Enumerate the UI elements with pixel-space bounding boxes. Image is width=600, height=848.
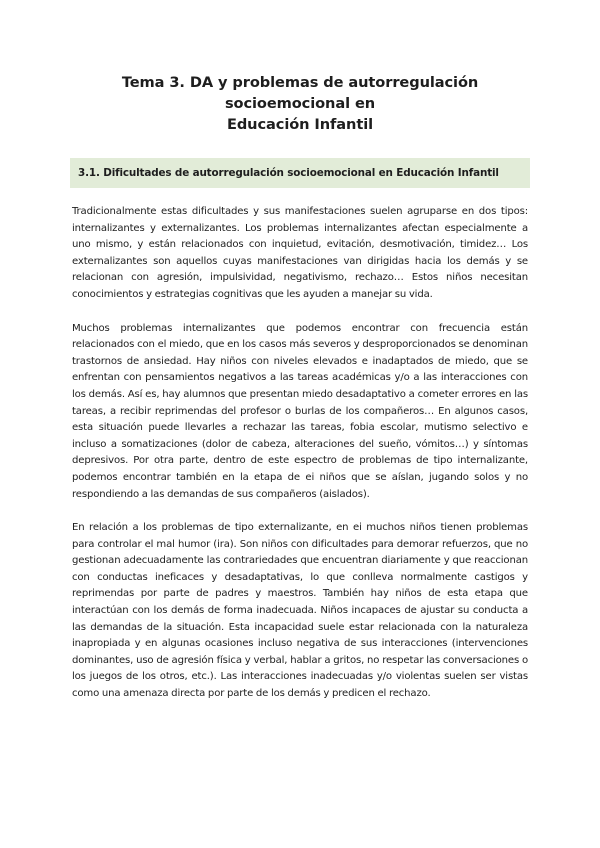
section-heading-band	[70, 158, 530, 188]
document-title	[60, 72, 540, 135]
paragraph-3: En relación a los problemas de tipo externalizante, en ei muchos niños tienen problemas para controlar el mal humor (ira). Son niños con dificultades para demorar refuerzos, que no gestionan adecuadamente las contrariedades que encuentran diariamente y que reaccionan con conductas ineficaces y desadaptativas, lo que conlleva normalmente castigos y reprimendas por parte de padres y maestros. También hay niños de esta etapa que interactúan con los demás de forma inadecuada. Niños incapaces de ajustar su conducta a las demandas de la situación. Esta incapacidad suele estar relacionada con la naturaleza inapropiada y en algunas ocasiones incluso negativa de sus interacciones (intervenciones dominantes, uso de agresión física y verbal, hablar a gritos, no respetar las conversaciones o los juegos de los otros, etc.). Las interacciones inadecuadas y/o violentas suelen ser vistas como una amenaza directa por parte de los demás y predicen el rechazo.	[72, 522, 528, 700]
document-title-line-2: Educación Infantil	[226, 116, 374, 133]
paragraph-1: Tradicionalmente estas dificultades y sus manifestaciones suelen agruparse en dos tipos: internalizantes y externalizantes. Los problemas internalizantes afectan especialmente a uno mismo, y están relacionados con inquietud, evitación, desmotivación, timidez… Los externalizantes son aquellos cuyas manifestaciones van dirigidas hacia los demás y se relacionan con agresión, impulsividad, negativismo, rechazo… Estos niños necesitan conocimientos y estrategias cognitivas que les ayuden a manejar su vida.	[72, 206, 528, 300]
section-heading: 3.1. Dificultades de autorregulación socioemocional en Educación Infantil	[78, 167, 499, 179]
body-text	[72, 204, 528, 720]
document-title-line-1: Tema 3. DA y problemas de autorregulación socioemocional en	[121, 74, 479, 112]
paragraph-2: Muchos problemas internalizantes que podemos encontrar con frecuencia están relacionados con el miedo, que en los casos más severos y desproporcionados se denominan trastornos de ansiedad. Hay niños con niveles elevados e inadaptados de miedo, que se enfrentan con pensamientos negativos a las tareas académicas y/o a las interacciones con los demás. Así es, hay alumnos que presentan miedo desadaptativo a cometer errores en las tareas, a recibir reprimendas del profesor o burlas de los compañeros… En algunos casos, esta situación puede llevarles a rechazar las tareas, fobia escolar, mutismo selectivo e incluso a somatizaciones (dolor de cabeza, alteraciones del sueño, vómitos…) y síntomas depresivos. Por otra parte, dentro de este espectro de problemas de tipo internalizante, podemos encontrar también en la etapa de ei niños que se aíslan, jugando solos y no respondiendo a las demandas de sus compañeros (aislados).	[72, 322, 528, 500]
